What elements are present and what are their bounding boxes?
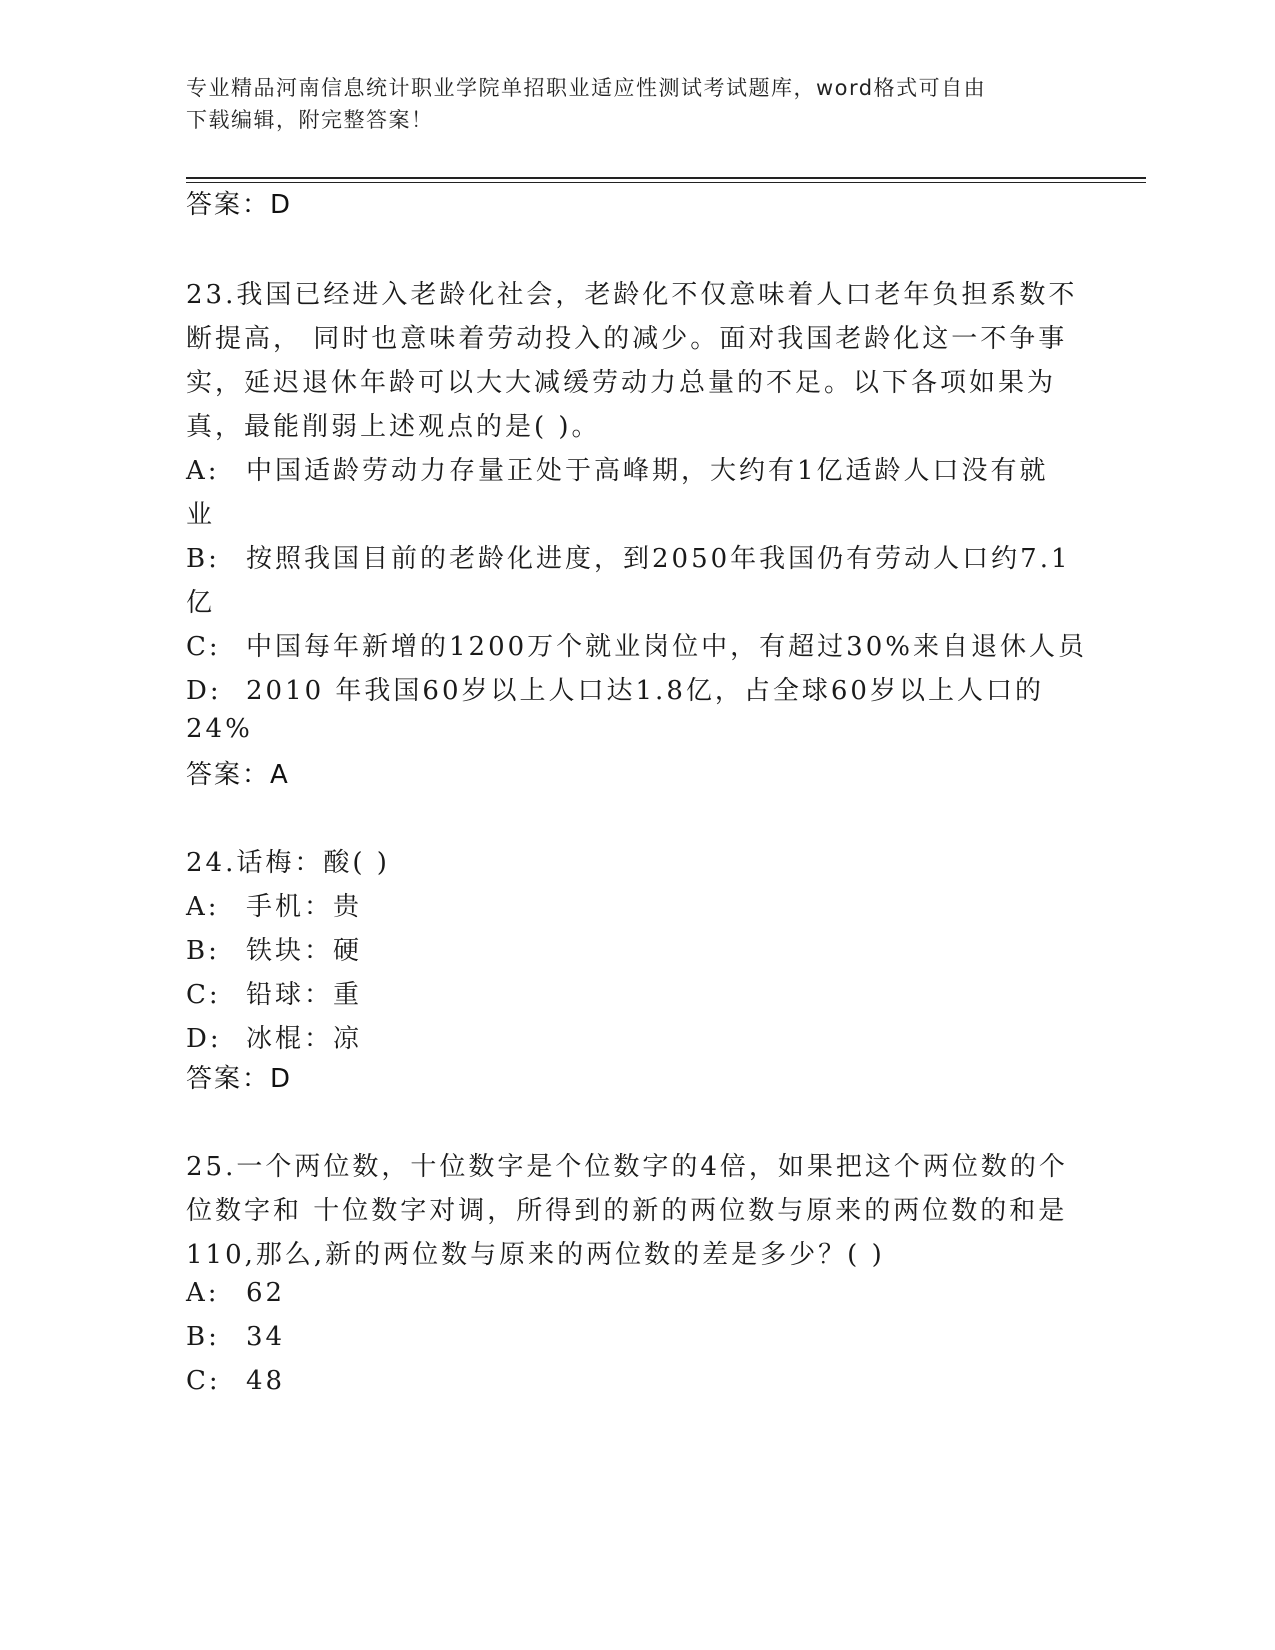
question-24-line-1: 24.话梅：酸( ) (186, 848, 390, 878)
option-text: 34 (246, 1322, 286, 1352)
header-line-1: 专业精品河南信息统计职业学院单招职业适应性测试考试题库，word格式可自由 (186, 76, 987, 100)
question-25-line-1: 25.一个两位数，十位数字是个位数字的4倍，如果把这个两位数的个 (186, 1152, 1068, 1182)
option-text: 2010 年我国60岁以上人口达1.8亿，占全球60岁以上人口的 (246, 676, 1044, 706)
header-line-2: 下载编辑，附完整答案！ (186, 108, 434, 132)
option-text: 铅球：重 (246, 980, 363, 1010)
option-text: 中国适龄劳动力存量正处于高峰期，大约有1亿适龄人口没有就 (246, 456, 1049, 486)
option-key: C: (186, 1366, 221, 1396)
option-key: C: (186, 632, 221, 662)
option-key: C: (186, 980, 221, 1010)
answer-prev: 答案：D (186, 190, 293, 220)
option-d (186, 1018, 362, 1055)
answer-24: 答案：D (186, 1064, 293, 1094)
option-text: 冰棍：凉 (246, 1024, 363, 1054)
option-a (186, 450, 1049, 487)
option-key: A: (186, 892, 220, 922)
option-d-continued: 24% (186, 714, 253, 744)
question-23-line-4: 真，最能削弱上述观点的是( )。 (186, 412, 601, 442)
option-text: 铁块：硬 (246, 936, 363, 966)
option-key: A: (186, 456, 220, 486)
option-key: A: (186, 1278, 220, 1308)
question-23-line-3: 实，延迟退休年龄可以大大减缓劳动力总量的不足。以下各项如果为 (186, 368, 1057, 398)
option-b (186, 1322, 285, 1352)
header-divider-thin (186, 182, 1146, 183)
option-b-continued: 亿 (186, 588, 216, 618)
question-23-line-2: 断提高， 同时也意味着劳动投入的减少。面对我国老龄化这一不争事 (186, 324, 1068, 354)
option-text: 62 (246, 1278, 286, 1308)
option-key: B: (186, 544, 220, 574)
option-key: B: (186, 1322, 220, 1352)
option-d (186, 670, 1044, 707)
option-text: 中国每年新增的1200万个就业岗位中，有超过30%来自退休人员 (246, 632, 1087, 662)
option-key: B: (186, 936, 220, 966)
option-c (186, 974, 362, 1011)
option-text: 手机：贵 (246, 892, 363, 922)
answer-23: 答案：A (186, 760, 290, 790)
option-c (186, 1366, 285, 1396)
option-text: 48 (246, 1366, 286, 1396)
option-key: D: (186, 1024, 222, 1054)
question-25-line-2: 位数字和 十位数字对调，所得到的新的两位数与原来的两位数的和是 (186, 1196, 1068, 1226)
question-25-line-3: 110,那么,新的两位数与原来的两位数的差是多少？( ) (186, 1240, 885, 1270)
header-divider (186, 177, 1146, 179)
option-a (186, 886, 362, 923)
option-b (186, 930, 362, 967)
option-b (186, 538, 1071, 575)
option-key: D: (186, 676, 222, 706)
document-header (186, 72, 1086, 136)
option-c (186, 626, 1087, 663)
option-text: 按照我国目前的老龄化进度，到2050年我国仍有劳动人口约7.1 (246, 544, 1071, 574)
option-a (186, 1278, 285, 1308)
question-23-line-1: 23.我国已经进入老龄化社会，老龄化不仅意味着人口老年负担系数不 (186, 280, 1078, 310)
option-a-continued: 业 (186, 500, 216, 530)
